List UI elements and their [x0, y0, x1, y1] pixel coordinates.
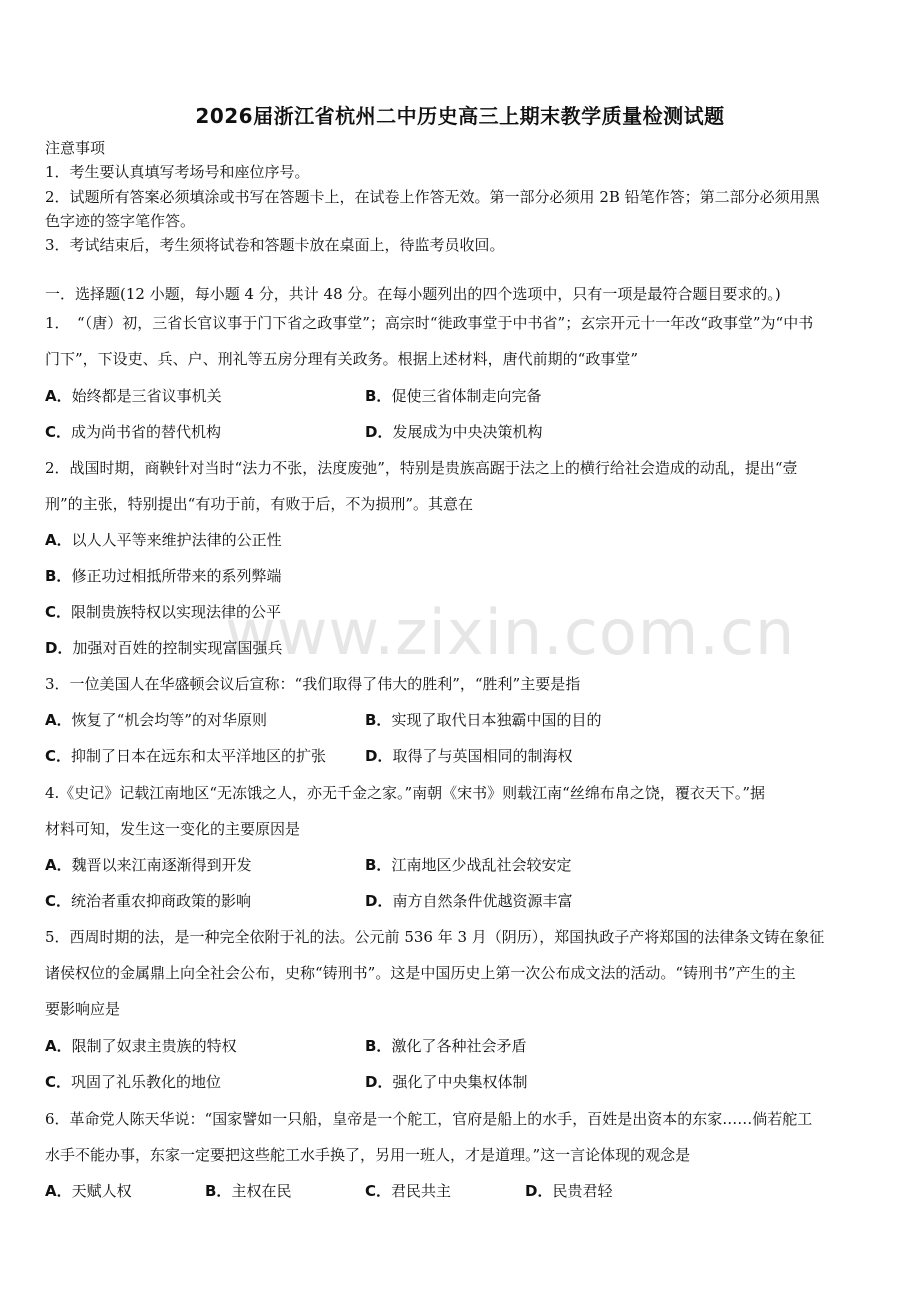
option-d: D．南方自然条件优越资源丰富 [365, 892, 573, 910]
option-b: B．主权在民 [205, 1182, 292, 1200]
option-c: C．抑制了日本在远东和太平洋地区的扩张 [45, 747, 327, 765]
option-b: B．修正功过相抵所带来的系列弊端 [45, 567, 282, 585]
option-c: C．君民共主 [365, 1182, 452, 1200]
question-stem: 要影响应是 [45, 1000, 121, 1018]
question-stem: 1． “（唐）初，三省长官议事于门下省之政事堂”；高宗时“徙政事堂于中书省”；玄宗开元十一年改“政事堂”为“中书 [45, 314, 814, 332]
note-item: 色字迹的签字笔作答。 [45, 212, 196, 230]
option-d: D．发展成为中央决策机构 [365, 423, 543, 441]
option-d: D．加强对百姓的控制实现富国强兵 [45, 639, 283, 657]
option-c: C．成为尚书省的替代机构 [45, 423, 222, 441]
question-stem: 诸侯权位的金属鼎上向全社会公布，史称“铸刑书”。这是中国历史上第一次公布成文法的活动。“铸刑书”产生的主 [45, 964, 796, 982]
question-stem: 6．革命党人陈天华说：“国家譬如一只船，皇帝是一个舵工，官府是船上的水手，百姓是出资本的东家……倘若舵工 [45, 1110, 813, 1128]
question-stem: 水手不能办事，东家一定要把这些舵工水手换了，另用一班人，才是道理。”这一言论体现的观念是 [45, 1146, 691, 1164]
option-d: D．强化了中央集权体制 [365, 1073, 528, 1091]
option-b: B．激化了各种社会矛盾 [365, 1037, 527, 1055]
option-a: A．魏晋以来江南逐渐得到开发 [45, 856, 252, 874]
note-item: 2．试题所有答案必须填涂或书写在答题卡上，在试卷上作答无效。第一部分必须用 2B 铅笔作答；第二部分必须用黑 [45, 188, 820, 206]
question-stem: 材料可知，发生这一变化的主要原因是 [45, 820, 301, 838]
option-d: D．民贵君轻 [525, 1182, 613, 1200]
option-d: D．取得了与英国相同的制海权 [365, 747, 573, 765]
option-c: C．统治者重农抑商政策的影响 [45, 892, 252, 910]
page-title: 2026届浙江省杭州二中历史高三上期末教学质量检测试题 [195, 104, 725, 128]
option-c: C．限制贵族特权以实现法律的公平 [45, 603, 282, 621]
option-c: C．巩固了礼乐教化的地位 [45, 1073, 222, 1091]
option-b: B．实现了取代日本独霸中国的目的 [365, 711, 602, 729]
notes-heading: 注意事项 [45, 139, 106, 157]
note-item: 3．考试结束后，考生须将试卷和答题卡放在桌面上，待监考员收回。 [45, 236, 505, 254]
option-a: A．限制了奴隶主贵族的特权 [45, 1037, 237, 1055]
question-stem: 5．西周时期的法，是一种完全依附于礼的法。公元前 536 年 3 月（阴历），郑国执政子产将郑国的法律条文铸在象征 [45, 928, 825, 946]
question-stem: 4.《史记》记载江南地区“无冻饿之人，亦无千金之家。”南朝《宋书》则载江南“丝绵布帛之饶，覆衣天下。”据 [45, 784, 765, 802]
option-b: B．江南地区少战乱社会较安定 [365, 856, 572, 874]
option-a: A．以人人平等来维护法律的公正性 [45, 531, 282, 549]
option-b: B．促使三省体制走向完备 [365, 387, 542, 405]
option-a: A．天赋人权 [45, 1182, 132, 1200]
option-a: A．始终都是三省议事机关 [45, 387, 222, 405]
option-a: A．恢复了“机会均等”的对华原则 [45, 711, 267, 729]
question-stem: 门下”，下设吏、兵、户、刑礼等五房分理有关政务。根据上述材料，唐代前期的“政事堂” [45, 350, 639, 368]
section-heading: 一．选择题(12 小题，每小题 4 分，共计 48 分。在每小题列出的四个选项中，只有一项是最符合题目要求的。) [45, 285, 781, 303]
question-stem: 2．战国时期，商鞅针对当时“法力不张，法度废弛”，特别是贵族高踞于法之上的横行给社会造成的动乱，提出“壹 [45, 459, 798, 477]
question-stem: 3．一位美国人在华盛顿会议后宣称：“我们取得了伟大的胜利”，“胜利”主要是指 [45, 675, 581, 693]
question-stem: 刑”的主张，特别提出“有功于前，有败于后，不为损刑”。其意在 [45, 495, 474, 513]
watermark: www.zixin.com.cn [225, 596, 796, 669]
note-item: 1．考生要认真填写考场号和座位序号。 [45, 163, 310, 181]
